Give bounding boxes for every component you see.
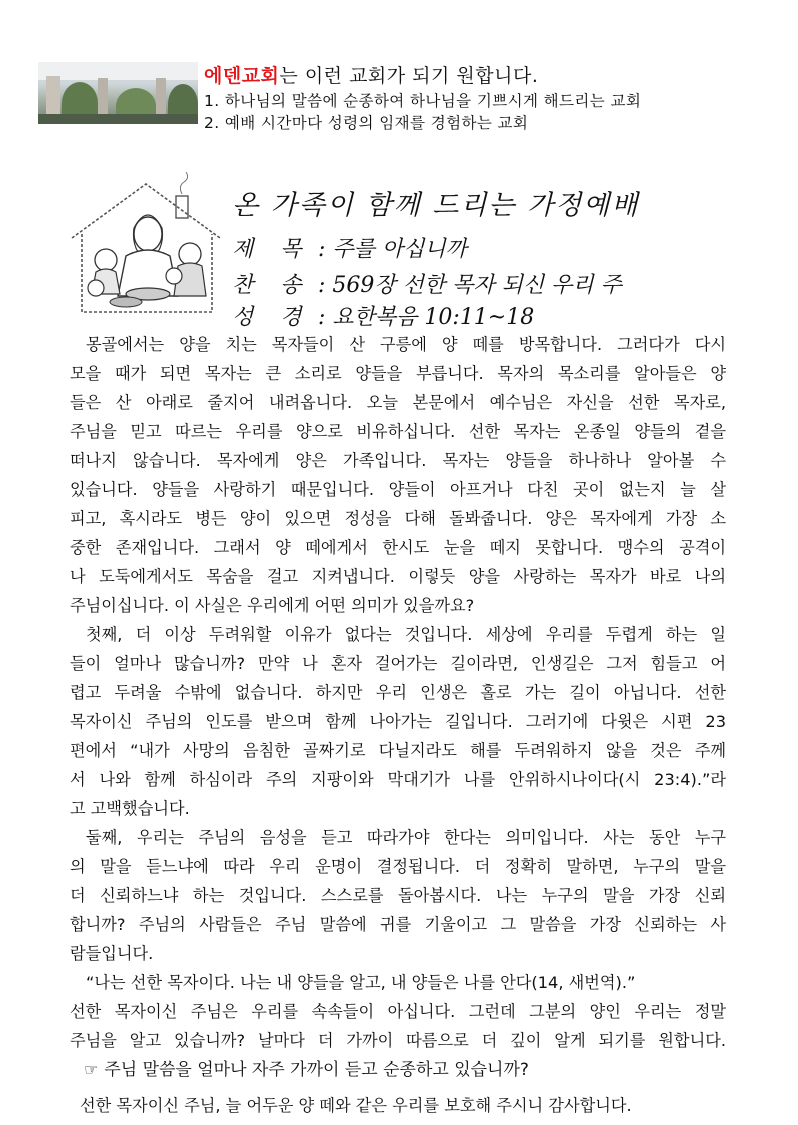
text-line: 목자이신 주님의 인도를 받으며 함께 나아가는 길입니다. 그러기에 다윗은 시편 23 bbox=[70, 712, 726, 731]
text-line: 있습니다. 양들을 사랑하기 때문입니다. 양들이 아프거나 다친 곳이 없는지 늘 살 bbox=[70, 480, 726, 499]
paragraph-1 bbox=[70, 330, 726, 620]
worship-title: 온 가족이 함께 드리는 가정예배 bbox=[232, 190, 640, 221]
family-worship-illustration bbox=[66, 176, 226, 316]
text-line: 들이 얼마나 많습니까? 만약 나 혼자 걸어가는 길이라면, 인생길은 그저 힘들고 어 bbox=[70, 654, 726, 673]
text-line: 서 나와 함께 하심이라 주의 지팡이와 막대기가 나를 안위하시나이다(시 23:4).”라 bbox=[70, 770, 726, 789]
hymn-value: : 569장 선한 목자 되신 우리 주 bbox=[318, 273, 622, 298]
text-line: 고 고백했습니다. bbox=[70, 799, 190, 818]
reflection-question bbox=[70, 1055, 726, 1085]
sermon-body bbox=[70, 330, 726, 1115]
text-line: 들은 산 아래로 줄지어 내려옵니다. 오늘 본문에서 예수님은 자신을 선한 목자로, bbox=[70, 393, 726, 412]
vision-item-2: 2. 예배 시간마다 성령의 임재를 경험하는 교회 bbox=[204, 114, 529, 132]
text-line: 주님을 믿고 따르는 우리를 양으로 비유하십니다. 선한 목자는 온종일 양들의 곁을 bbox=[70, 422, 726, 441]
sermon-title-value: : 주를 아십니까 bbox=[318, 237, 467, 262]
reflection-question-text: 주님 말씀을 얼마나 자주 가까이 듣고 순종하고 있습니까? bbox=[104, 1060, 529, 1080]
text-line: 편에서 “내가 사망의 음침한 골짜기로 다닐지라도 해를 두려워하지 않을 것은 주께 bbox=[70, 741, 726, 760]
hymn-row bbox=[232, 268, 622, 299]
scripture-label: 성 경 bbox=[232, 305, 312, 330]
text-line: 피고, 혹시라도 병든 양이 있으면 정성을 다해 돌봐줍니다. 양은 목자에게 가장 소 bbox=[70, 509, 726, 528]
text-line: 떠나지 않습니다. 목자에게 양은 가족입니다. 목자는 양들을 하나하나 알아볼 수 bbox=[70, 451, 726, 470]
scripture-row bbox=[232, 300, 534, 331]
church-vision-heading bbox=[204, 62, 764, 90]
text-line: 나 도둑에게서도 목숨을 걸고 지켜냅니다. 이렇듯 양을 사랑하는 목자가 바로 나의 bbox=[70, 567, 726, 586]
text-line: 더 신뢰하느냐 하는 것입니다. 스스로를 돌아봅시다. 나는 누구의 말을 가장 신뢰 bbox=[70, 886, 726, 905]
pointing-hand-icon: ☞ bbox=[84, 1060, 99, 1079]
text-line: “나는 선한 목자이다. 나는 내 양들을 알고, 내 양들은 나를 안다(14, 새번역).” bbox=[86, 973, 636, 992]
paragraph-4 bbox=[70, 968, 726, 1055]
paragraph-2 bbox=[70, 620, 726, 823]
church-name: 에덴교회 bbox=[204, 65, 280, 87]
text-line: 모을 때가 되면 목자는 큰 소리로 양들을 부릅니다. 목자의 목소리를 알아들은 양 bbox=[70, 364, 726, 383]
text-line: 중한 존재입니다. 그래서 양 떼에게서 한시도 눈을 떼지 못합니다. 맹수의 공격이 bbox=[70, 538, 726, 557]
text-line: 첫째, 더 이상 두려워할 이유가 없다는 것입니다. 세상에 우리를 두렵게 하는 일 bbox=[86, 625, 726, 644]
church-vision bbox=[204, 62, 764, 132]
text-line: 주님이십니다. 이 사실은 우리에게 어떤 의미가 있을까요? bbox=[70, 596, 475, 615]
text-line: 선한 목자이신 주님은 우리를 속속들이 아십니다. 그런데 그분의 양인 우리는 정말 bbox=[70, 1002, 726, 1021]
closing-prayer: 선한 목자이신 주님, 늘 어두운 양 떼와 같은 우리를 보호해 주시니 감사합니다. bbox=[80, 1096, 632, 1115]
text-line: 람들입니다. bbox=[70, 944, 154, 963]
paragraph-3 bbox=[70, 823, 726, 968]
vision-item-1: 1. 하나님의 말씀에 순종하여 하나님을 기쁘시게 해드리는 교회 bbox=[204, 92, 642, 110]
sermon-title-label: 제 목 bbox=[232, 237, 312, 262]
church-garden-photo bbox=[38, 62, 198, 124]
text-line: 렵고 두려울 수밖에 없습니다. 하지만 우리 인생은 홀로 가는 길이 아닙니다. 선한 bbox=[70, 683, 726, 702]
text-line: 주님을 알고 있습니까? 날마다 더 가까이 따름으로 더 깊이 알게 되기를 원합니다. bbox=[70, 1031, 726, 1050]
text-line: 합니까? 주님의 사람들은 주님 말씀에 귀를 기울이고 그 말씀을 가장 신뢰하는 사 bbox=[70, 915, 726, 934]
vision-intro: 는 이런 교회가 되기 원합니다. bbox=[279, 65, 539, 87]
text-line: 둘째, 우리는 주님의 음성을 듣고 따라가야 한다는 의미입니다. 사는 동안 누구 bbox=[86, 828, 726, 847]
text-line: 의 말을 듣느냐에 따라 우리 운명이 결정됩니다. 더 정확히 말하면, 누구의 말을 bbox=[70, 857, 726, 876]
scripture-value: : 요한복음 10:11~18 bbox=[318, 305, 535, 330]
hymn-label: 찬 송 bbox=[232, 273, 312, 298]
text-line: 몽골에서는 양을 치는 목자들이 산 구릉에 양 떼를 방목합니다. 그러다가 다시 bbox=[86, 335, 726, 354]
sermon-title-row bbox=[232, 232, 467, 263]
